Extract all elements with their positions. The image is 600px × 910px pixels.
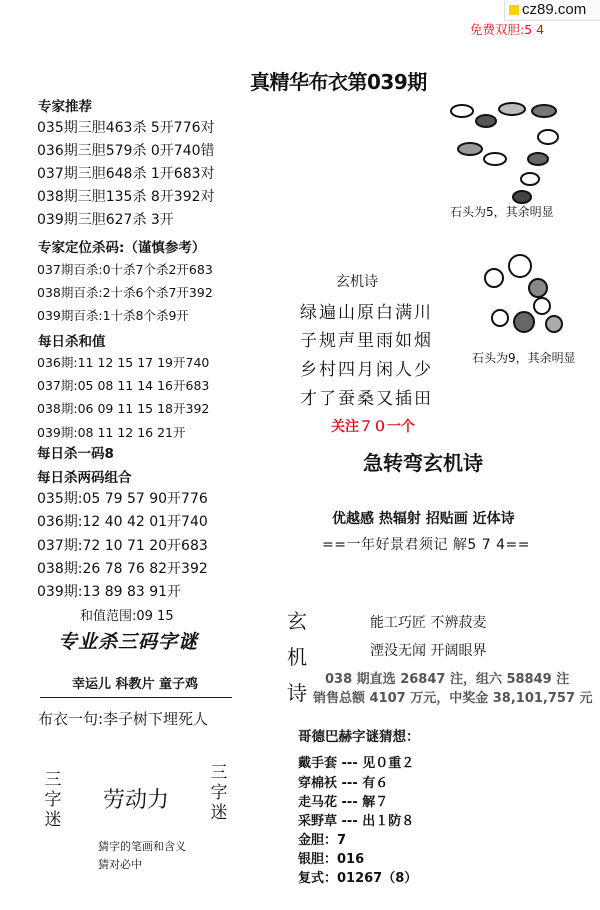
stone-caption-1: 石头为5，其余明显 [450, 205, 554, 219]
list-item: 039期:08 11 12 16 21开 [37, 425, 186, 440]
list-item: 037期:05 08 11 14 16开683 [37, 378, 210, 393]
daily-kill-one: 每日杀一码8 [37, 446, 114, 462]
page-title: 真精华布衣第039期 [250, 70, 427, 94]
list-item: 036期:12 40 42 01开740 [37, 514, 208, 530]
poem-line: 才了蚕桑又插田 [300, 389, 433, 409]
san-zi-mi-right: 三字迷 [210, 763, 228, 823]
follow-note: 关注７０一个 [331, 419, 415, 435]
stone-chain-7-icon [440, 95, 570, 205]
jizhuan-title: 急转弯玄机诗 [363, 451, 483, 475]
daily-two-header: 每日杀两码组合 [37, 470, 132, 486]
list-item: 039期百杀:1十杀8个杀9开 [37, 308, 189, 323]
sum-range: 和值范围:09 15 [80, 609, 174, 624]
list-item: 037期:72 10 71 20开683 [37, 538, 208, 554]
list-item: 039期三胆627杀 3开 [37, 212, 174, 228]
gdb-item: 采野草 --- 出１防８ [298, 814, 415, 829]
xuanji-char-1: 玄 [287, 609, 307, 633]
labor-word: 劳动力 [103, 788, 170, 813]
list-item: 035期三胆463杀 5开776对 [37, 120, 215, 136]
xuanji-line: 能工巧匠 不辨菽麦 [370, 615, 487, 631]
divider [40, 697, 232, 698]
expert-header: 专家推荐 [38, 99, 92, 115]
poem-line: 乡村四月闲人少 [300, 360, 433, 380]
gdb-item: 金胆：7 [298, 833, 347, 848]
list-item: 037期百杀:0十杀7个杀2开683 [37, 262, 213, 277]
list-item: 037期三胆648杀 1开683对 [37, 166, 215, 182]
poem-line: 子规声里雨如烟 [300, 331, 433, 351]
logo-mark-icon [509, 5, 519, 15]
xuanji-line: 湮没无闻 开阔眼界 [370, 643, 487, 659]
logo-text: cz89.com [522, 1, 587, 18]
daily-sum-header: 每日杀和值 [38, 334, 106, 350]
stone-caption-2: 石头为9，其余明显 [472, 351, 576, 365]
san-zi-mi-left: 三字迷 [44, 770, 62, 830]
site-logo[interactable] [504, 0, 600, 21]
free-tip: 免费双胆:5 4 [470, 22, 545, 37]
list-item: 036期三胆579杀 0开740错 [37, 143, 215, 159]
list-item: 038期三胆135杀 8开392对 [37, 189, 215, 205]
gdb-item: 银胆：016 [298, 852, 365, 867]
buyi-line: 布衣一句:李子树下埋死人 [38, 710, 209, 728]
gdb-item: 走马花 --- 解７ [298, 795, 389, 810]
list-item: 038期:06 09 11 15 18开392 [37, 401, 210, 416]
yinian-line: ==一年好景君须记 解5 7 4== [322, 537, 530, 553]
youyue-line: 优越感 热辐射 招贴画 近体诗 [332, 511, 515, 527]
list-item: 038期百杀:2十杀6个杀7开392 [37, 285, 213, 300]
list-item: 038期:26 78 76 82开392 [37, 561, 208, 577]
position-kill-header: 专家定位杀码:（谨慎参考） [38, 240, 206, 256]
gdb-title: 哥德巴赫字谜猜想： [298, 729, 420, 745]
xuanji-char-2: 机 [287, 645, 307, 669]
gdb-item: 戴手套 --- 见０重２ [298, 756, 415, 771]
list-item: 035期:05 79 57 90开776 [37, 491, 208, 507]
stone-chain-9-icon [480, 248, 570, 338]
riddle-title: 专业杀三码字谜 [58, 631, 199, 653]
poem-title: 玄机诗 [336, 274, 378, 290]
list-item: 036期:11 12 15 17 19开740 [37, 355, 210, 370]
guess-note: 猜字的笔画和含义 [98, 840, 186, 853]
gdb-item: 穿棉袄 --- 有６ [298, 776, 389, 791]
sales-line: 销售总额 4107 万元，中奖金 38,101,757 元 [313, 691, 593, 706]
guess-note-2: 猜对必中 [98, 858, 142, 871]
sales-line: 038 期直选 26847 注，组六 58849 注 [325, 672, 570, 687]
list-item: 039期:13 89 83 91开 [37, 584, 182, 600]
riddle-words: 幸运儿 科教片 童子鸡 [72, 677, 199, 692]
poem-line: 绿遍山原白满川 [300, 303, 433, 323]
gdb-item: 复式：01267（8） [298, 871, 418, 886]
xuanji-char-3: 诗 [287, 681, 307, 705]
